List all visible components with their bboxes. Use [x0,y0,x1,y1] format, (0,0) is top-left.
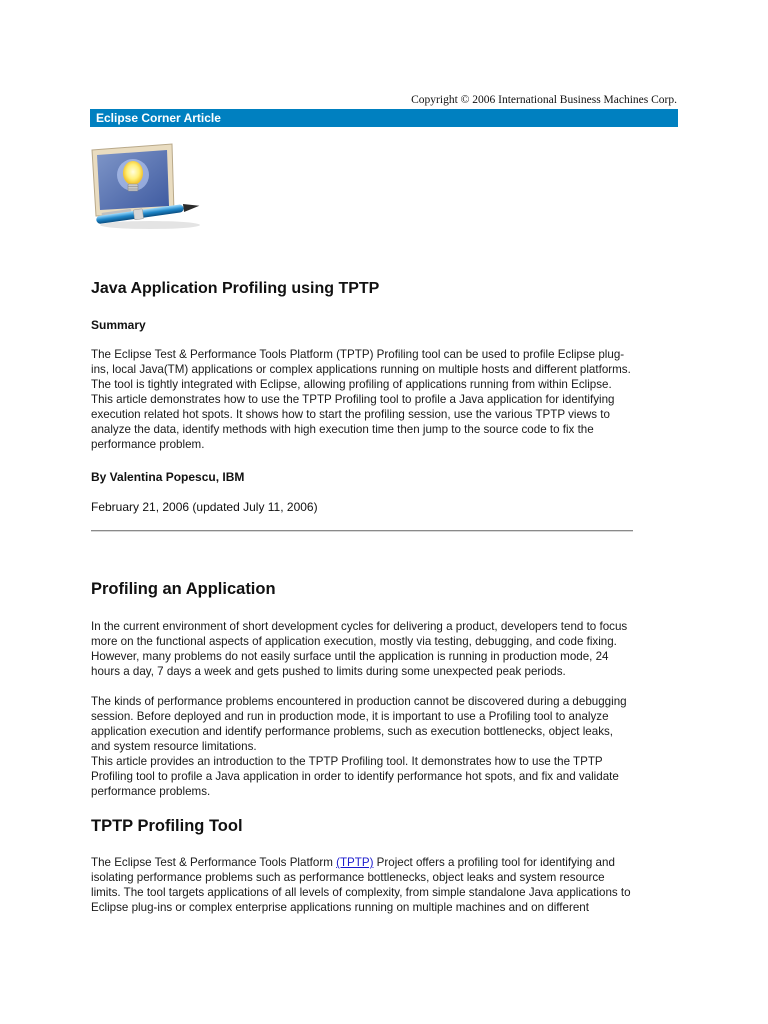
summary-line: analyze the data, identify methods with high execution time then jump to the source code to fix the [91,423,594,436]
lightbulb-monitor-pen-icon [88,142,206,234]
summary-paragraph [91,347,691,452]
summary-line: This article demonstrates how to use the TPTP Profiling tool to profile a Java application for identifying [91,393,615,406]
byline: By Valentina Popescu, IBM [91,470,245,484]
paragraph-line: and system resource limitations. [91,740,257,753]
text-run: The Eclipse Test & Performance Tools Platform [91,856,337,869]
paragraph-line [91,855,691,870]
summary-label: Summary [91,318,146,332]
paragraph-line: hours a day, 7 days a week and gets pushed to limits during some unexpected peak periods. [91,665,566,678]
horizontal-divider [91,530,633,532]
eclipse-corner-banner: Eclipse Corner Article [90,109,678,127]
section2-paragraph [91,855,691,915]
publish-date: February 21, 2006 (updated July 11, 2006) [91,500,318,514]
copyright-notice: Copyright © 2006 International Business Machines Corp. [411,94,677,106]
text-run: Project offers a profiling tool for identifying and [373,856,615,869]
section-heading-profiling-an-application: Profiling an Application [91,580,276,598]
section1-paragraph-2 [91,694,691,799]
tptp-link[interactable]: (TPTP) [336,856,374,869]
paragraph-line: more on the functional aspects of application execution, mostly via testing, debugging, and code fixing. [91,635,617,648]
paragraph-line: Eclipse plug-ins or complex enterprise applications running on multiple machines and on different [91,901,589,914]
paragraph-line: session. Before deployed and run in production mode, it is important to use a Profiling tool to analyze [91,710,609,723]
summary-line: ins, local Java(TM) applications or complex applications running on multiple hosts and different platforms. [91,363,631,376]
paragraph-line: The kinds of performance problems encountered in production cannot be discovered during a debugging [91,695,627,708]
summary-line: execution related hot spots. It shows how to start the profiling session, use the various TPTP views to [91,408,610,421]
article-title: Java Application Profiling using TPTP [91,280,380,297]
paragraph-line: Profiling tool to profile a Java application in order to identify performance hot spots, and fix and validate [91,770,619,783]
summary-line: The Eclipse Test & Performance Tools Platform (TPTP) Profiling tool can be used to profile Eclipse plug- [91,348,625,361]
paragraph-line: performance problems. [91,785,211,798]
section-heading-tptp-profiling-tool: TPTP Profiling Tool [91,817,243,835]
summary-line: performance problem. [91,438,205,451]
paragraph-line: This article provides an introduction to the TPTP Profiling tool. It demonstrates how to use the TPTP [91,755,603,768]
paragraph-line: isolating performance problems such as performance bottlenecks, object leaks and system resource [91,871,605,884]
summary-line: The tool is tightly integrated with Eclipse, allowing profiling of applications running from within Eclipse. [91,378,612,391]
paragraph-line: limits. The tool targets applications of all levels of complexity, from simple standalone Java applications to [91,886,631,899]
paragraph-line: However, many problems do not easily surface until the application is running in production mode, 24 [91,650,609,663]
paragraph-line: In the current environment of short development cycles for delivering a product, developers tend to focus [91,620,628,633]
paragraph-line: application execution and identify performance problems, such as execution bottlenecks, object leaks, [91,725,614,738]
section1-paragraph-1 [91,619,691,679]
